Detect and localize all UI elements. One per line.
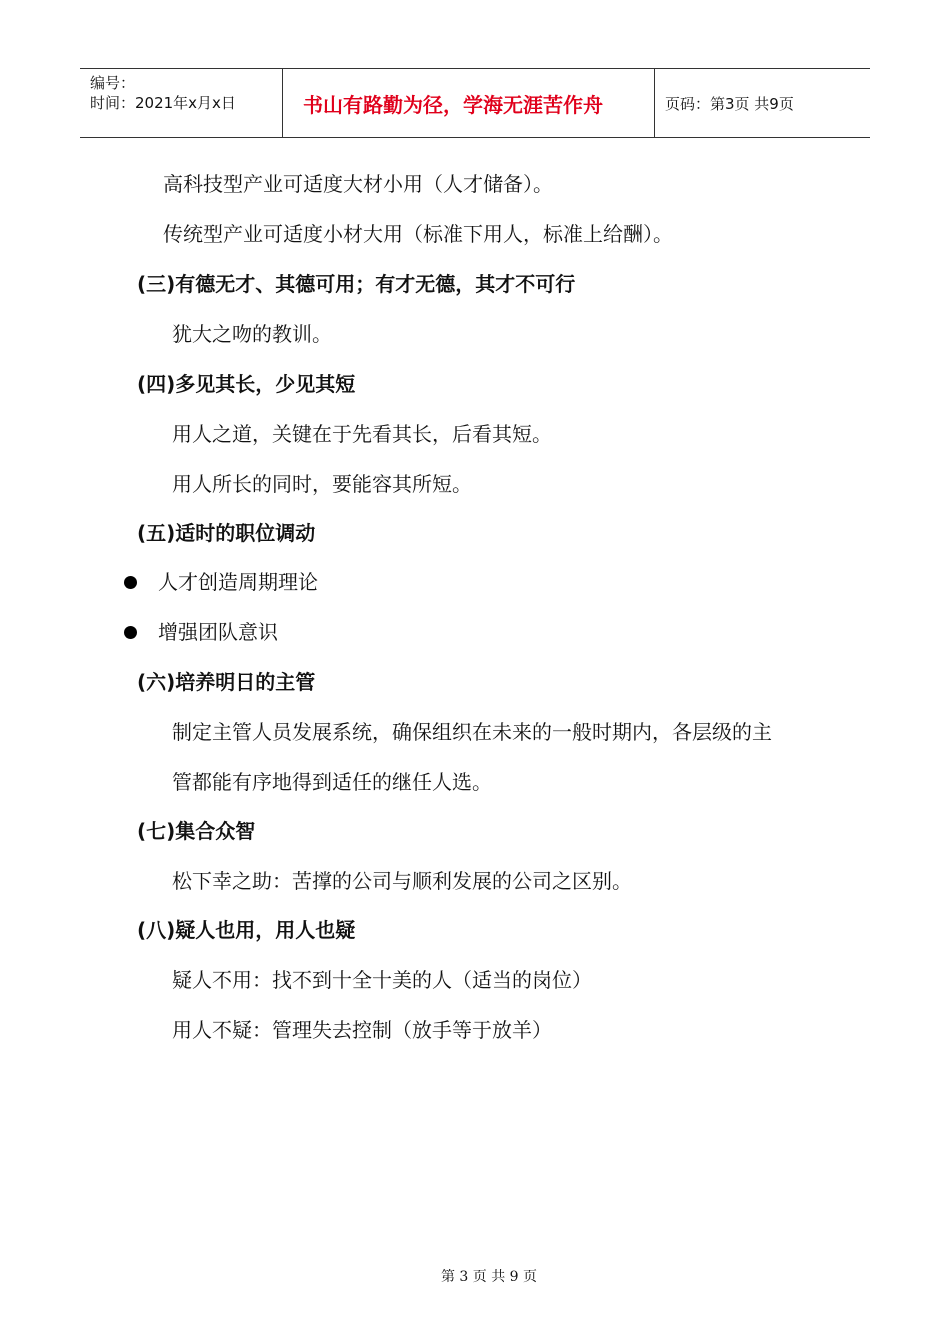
text-line: 传统型产业可适度小材大用（标准下用人，标准上给酬）。	[163, 222, 673, 246]
page-header	[80, 68, 870, 138]
text-line: 用人不疑：管理失去控制（放手等于放羊）	[172, 1018, 552, 1042]
section-heading: (八)疑人也用，用人也疑	[137, 918, 356, 942]
bullet-text: 增强团队意识	[158, 620, 278, 644]
page-footer: 第 3 页 共 9 页	[440, 1269, 538, 1285]
text-line: 用人所长的同时，要能容其所短。	[172, 472, 472, 496]
section-heading: (四)多见其长，少见其短	[137, 372, 356, 396]
text-line: 疑人不用：找不到十全十美的人（适当的岗位）	[172, 968, 592, 992]
section-heading: (五)适时的职位调动	[137, 521, 316, 545]
text-line: 犹大之吻的教训。	[172, 322, 332, 346]
text-line: 用人之道，关键在于先看其长，后看其短。	[172, 422, 552, 446]
text-line: 管都能有序地得到适任的继任人选。	[172, 770, 492, 794]
header-left	[80, 69, 282, 137]
text-line: 制定主管人员发展系统，确保组织在未来的一般时期内，各层级的主	[172, 720, 772, 744]
section-heading: (三)有德无才、其德可用；有才无德，其才不可行	[137, 272, 576, 296]
section-heading: (七)集合众智	[137, 819, 256, 843]
header-page-label: 页码：第3页 共9页	[665, 94, 794, 113]
header-motto: 书山有路勤为径，学海无涯苦作舟	[282, 69, 655, 137]
number-label: 编号：	[90, 74, 136, 92]
text-line: 高科技型产业可适度大材小用（人才储备）。	[163, 172, 553, 196]
bullet-dot-icon	[124, 576, 137, 589]
section-heading: (六)培养明日的主管	[137, 670, 316, 694]
bullet-dot-icon	[124, 626, 137, 639]
text-line: 松下幸之助：苦撑的公司与顺利发展的公司之区别。	[172, 869, 632, 893]
bullet-text: 人才创造周期理论	[158, 570, 318, 594]
time-label: 时间：2021年x月x日	[90, 94, 236, 112]
